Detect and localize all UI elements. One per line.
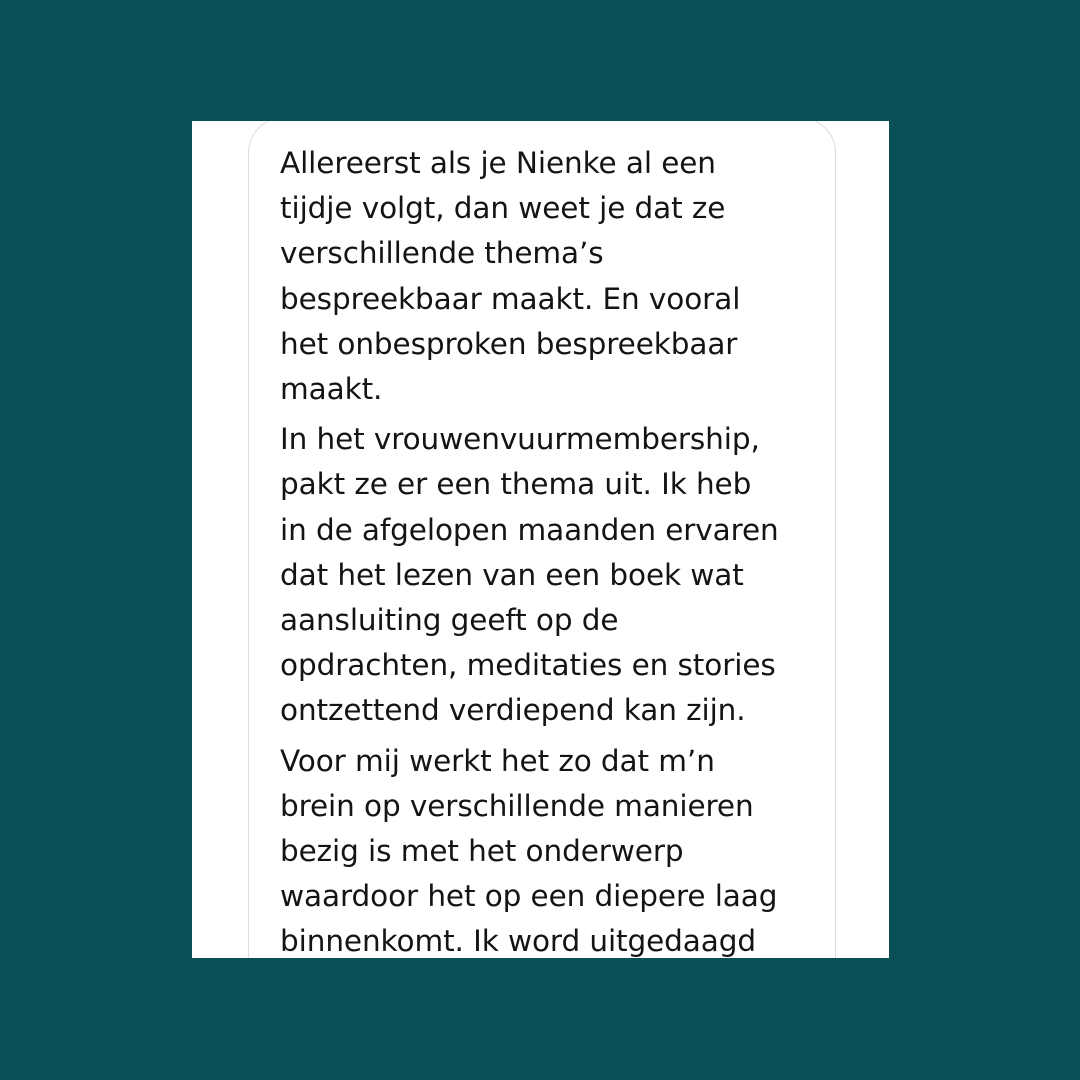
- text-line: in de afgelopen maanden ervaren: [280, 512, 779, 547]
- text-line: ontzettend verdiepend kan zijn.: [280, 693, 746, 728]
- message-text: [280, 141, 840, 958]
- text-line: brein op verschillende manieren: [280, 788, 754, 823]
- screenshot-card: [192, 121, 889, 958]
- message-paragraph: [280, 417, 840, 733]
- message-paragraph: [280, 739, 840, 958]
- text-line: verschillende thema’s: [280, 236, 604, 271]
- text-line: pakt ze er een thema uit. Ik heb: [280, 467, 752, 502]
- text-line: dat het lezen van een boek wat: [280, 557, 744, 592]
- message-paragraph: [280, 141, 840, 412]
- text-line: opdrachten, meditaties en stories: [280, 648, 776, 683]
- text-line: aansluiting geeft op de: [280, 603, 619, 638]
- text-line: Allereerst als je Nienke al een: [280, 146, 716, 180]
- text-line: waardoor het op een diepere laag: [280, 879, 778, 914]
- text-line: maakt.: [280, 372, 383, 407]
- text-line: het onbesproken bespreekbaar: [280, 326, 738, 361]
- text-line: bespreekbaar maakt. En vooral: [280, 281, 741, 316]
- text-line: Voor mij werkt het zo dat m’n: [280, 743, 715, 778]
- text-line: tijdje volgt, dan weet je dat ze: [280, 191, 726, 226]
- text-line: bezig is met het onderwerp: [280, 834, 684, 869]
- text-line: binnenkomt. Ik word uitgedaagd: [280, 924, 757, 958]
- text-line: In het vrouwenvuurmembership,: [280, 422, 760, 457]
